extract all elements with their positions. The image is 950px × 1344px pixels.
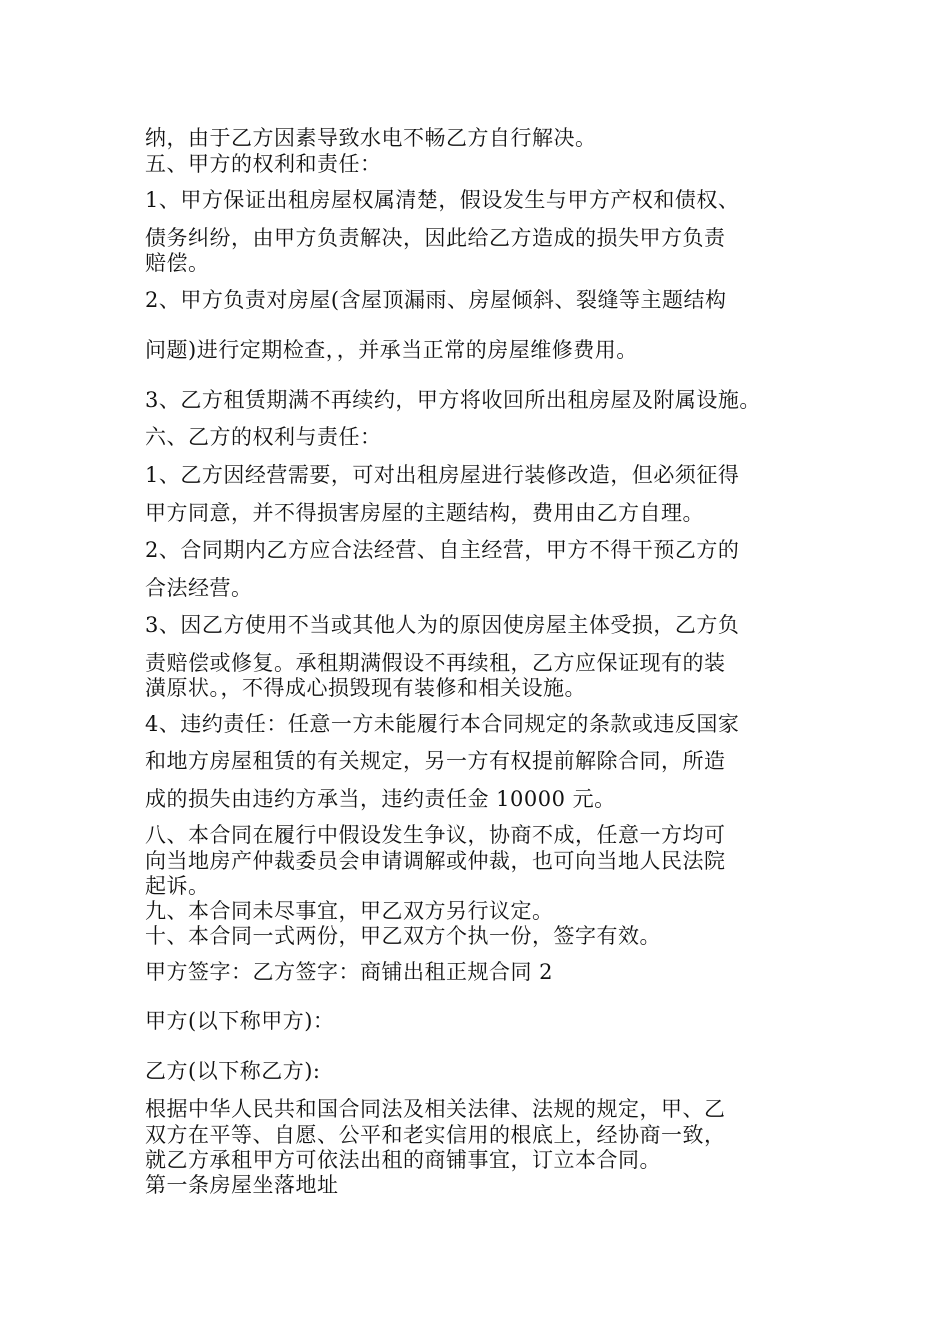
text-line: 根据中华人民共和国合同法及相关法律、法规的规定，甲、乙 — [145, 1097, 726, 1121]
text-line: 2、合同期内乙方应合法经营、自主经营，甲方不得干预乙方的 — [145, 538, 740, 562]
text-line: 纳，由于乙方因素导致水电不畅乙方自行解决。 — [145, 126, 597, 150]
section-heading: 五、甲方的权利和责任： — [145, 152, 382, 176]
section-heading: 六、乙方的权利与责任： — [145, 425, 382, 449]
party-a-line: 甲方(以下称甲方)： — [145, 1009, 335, 1033]
article-heading: 第一条房屋坐落地址 — [145, 1173, 339, 1197]
text-line: 问题)进行定期检查，，并承当正常的房屋维修费用。 — [145, 338, 638, 362]
text-line: 债务纠纷，由甲方负责解决，因此给乙方造成的损失甲方负责 — [145, 226, 726, 250]
text-line: 2、甲方负责对房屋(含屋顶漏雨、房屋倾斜、裂缝等主题结构 — [145, 288, 727, 312]
text-line: 十、本合同一式两份，甲乙双方个执一份，签字有效。 — [145, 924, 661, 948]
text-line: 合法经营。 — [145, 576, 253, 600]
text-line: 甲方同意，并不得损害房屋的主题结构，费用由乙方自理。 — [145, 501, 704, 525]
text-line: 起诉。 — [145, 874, 210, 898]
text-line: 和地方房屋租赁的有关规定，另一方有权提前解除合同，所造 — [145, 749, 726, 773]
party-b-line: 乙方(以下称乙方): — [145, 1059, 321, 1083]
text-line: 潢原状。，不得成心损毁现有装修和相关设施。 — [145, 676, 586, 700]
text-line: 九、本合同未尽事宜，甲乙双方另行议定。 — [145, 899, 554, 923]
text-line: 八、本合同在履行中假设发生争议，协商不成，任意一方均可 — [145, 823, 726, 847]
text-line: 就乙方承租甲方可依法出租的商铺事宜，订立本合同。 — [145, 1148, 661, 1172]
text-line: 3、乙方租赁期满不再续约，甲方将收回所出租房屋及附属设施。 — [145, 388, 761, 412]
text-line: 赔偿。 — [145, 251, 210, 275]
text-line: 4、违约责任：任意一方未能履行本合同规定的条款或违反国家 — [145, 712, 740, 736]
signature-line: 甲方签字：乙方签字：商铺出租正规合同 2 — [145, 960, 554, 984]
text-line: 1、乙方因经营需要，可对出租房屋进行装修改造，但必须征得 — [145, 463, 740, 487]
text-line: 3、因乙方使用不当或其他人为的原因使房屋主体受损，乙方负 — [145, 613, 740, 637]
text-line: 1、甲方保证出租房屋权属清楚，假设发生与甲方产权和债权、 — [145, 188, 740, 212]
text-line: 向当地房产仲裁委员会申请调解或仲裁，也可向当地人民法院 — [145, 849, 726, 873]
text-line: 责赔偿或修复。承租期满假设不再续租，乙方应保证现有的装 — [145, 651, 726, 675]
text-line: 成的损失由违约方承当，违约责任金 10000 元。 — [145, 787, 616, 811]
text-line: 双方在平等、自愿、公平和老实信用的根底上，经协商一致， — [145, 1123, 726, 1147]
